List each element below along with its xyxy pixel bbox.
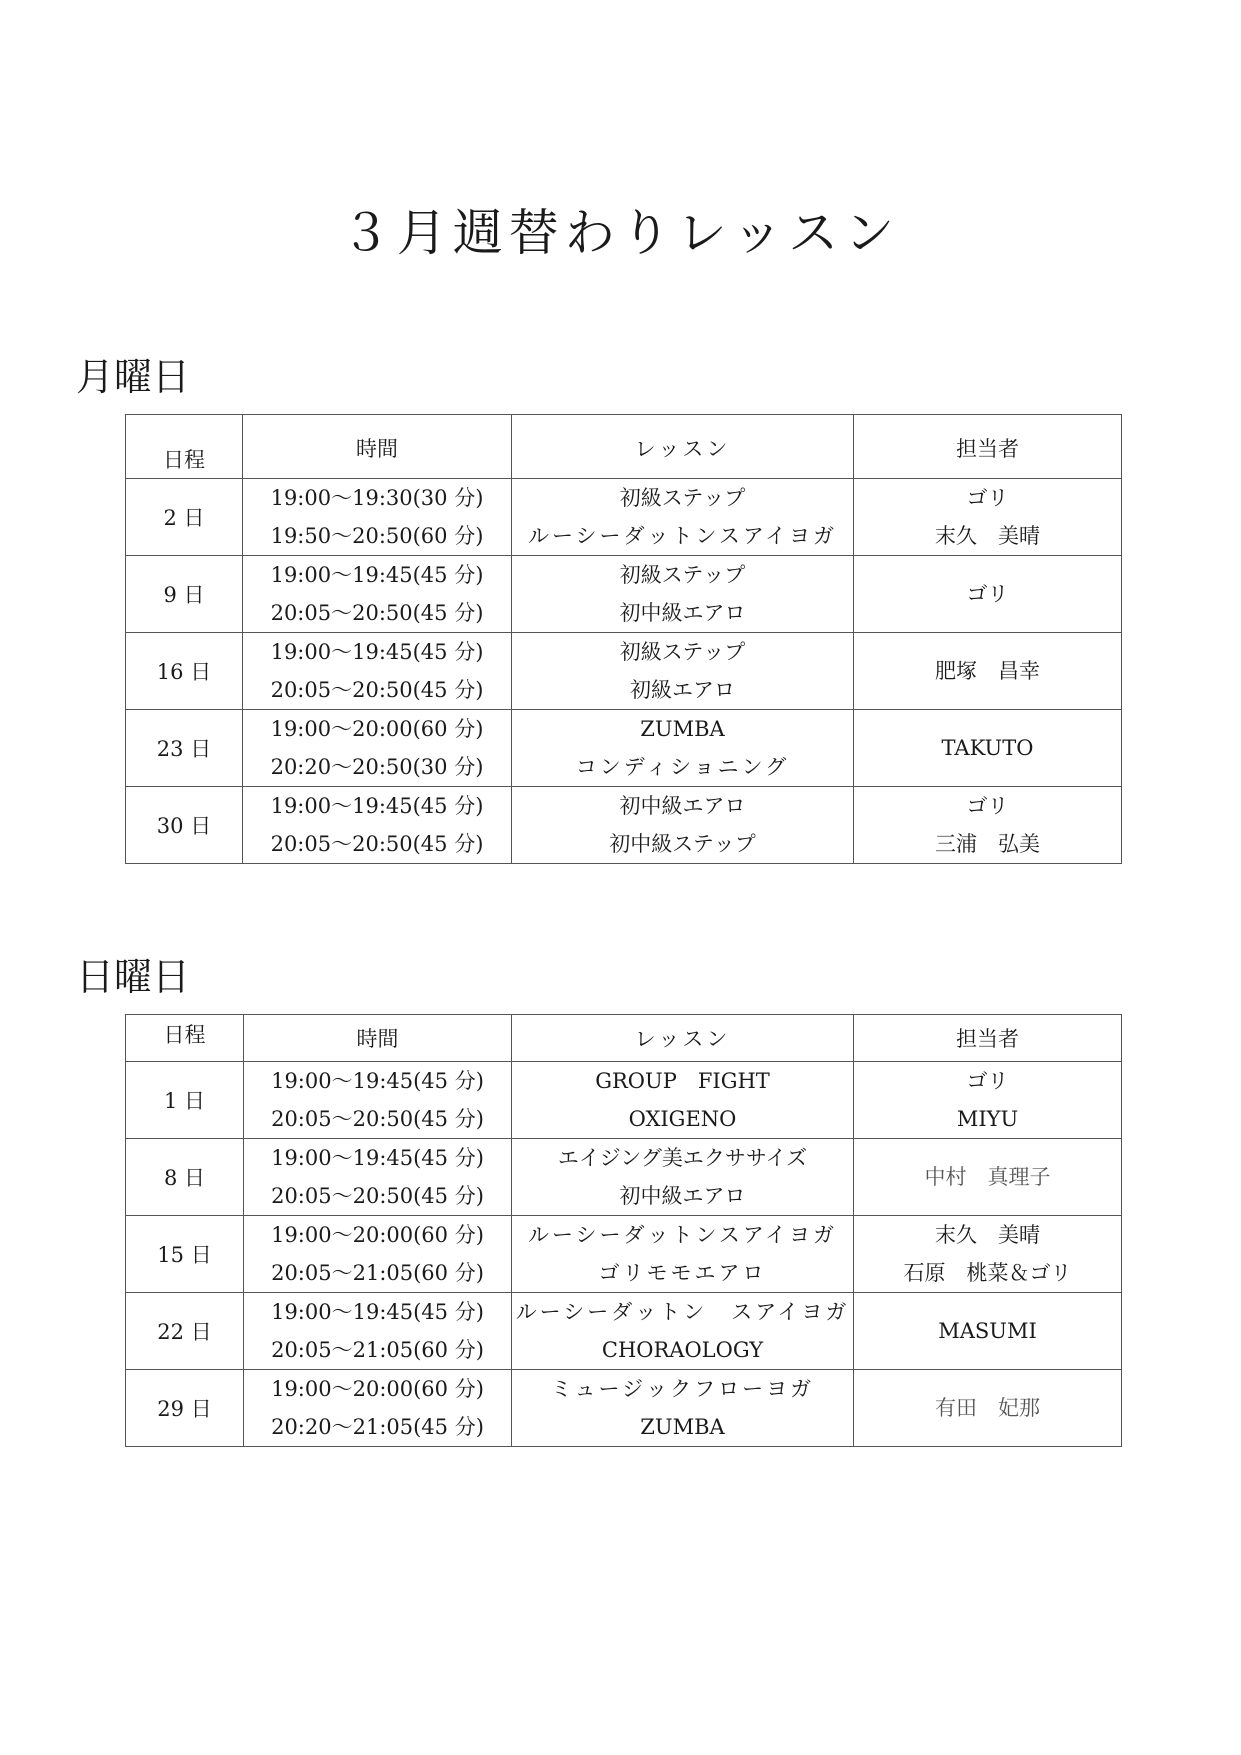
time-line: 20:05～20:50(45 分) (270, 832, 484, 856)
lesson-line: CHORAOLOGY (601, 1338, 764, 1362)
date-cell: 29 日 (126, 1370, 244, 1447)
instructor-line: 末久 美晴 (935, 1223, 1040, 1247)
table-row (126, 1062, 1122, 1139)
lesson-line: ZUMBA (640, 1415, 725, 1439)
date-cell: 23 日 (126, 710, 243, 787)
sunday-heading: 日曜日 (76, 955, 191, 999)
time-line: 20:20～20:50(30 分) (270, 755, 484, 779)
lesson-line: 初級ステップ (619, 640, 746, 664)
header-time: 時間 (243, 415, 512, 479)
lesson-line: ルーシーダットンスアイヨガ (527, 524, 838, 548)
lesson-line: エイジング美エクササイズ (557, 1146, 808, 1170)
lesson-cell (512, 1139, 854, 1216)
time-line: 20:05～20:50(45 分) (270, 678, 484, 702)
date-cell: 16 日 (126, 633, 243, 710)
instructor-line: 肥塚 昌幸 (935, 659, 1040, 683)
table-row (126, 1216, 1122, 1293)
instructor-cell (854, 1062, 1122, 1139)
time-line: 19:00～19:45(45 分) (270, 563, 484, 587)
lesson-line: GROUP FIGHT (595, 1069, 770, 1093)
time-cell (243, 787, 512, 864)
instructor-cell (854, 633, 1122, 710)
page-title: ３月週替わりレッスン (340, 204, 901, 262)
date-cell: 9 日 (126, 556, 243, 633)
time-line: 19:00～19:45(45 分) (271, 1300, 484, 1324)
instructor-line: 中村 真理子 (924, 1165, 1051, 1189)
lesson-line: 初中級エアロ (619, 1184, 746, 1208)
monday-table (125, 414, 1122, 864)
date-cell: 2 日 (126, 479, 243, 556)
time-line: 19:00～19:45(45 分) (271, 1146, 484, 1170)
header-date: 日程 (126, 1015, 244, 1062)
time-line: 19:00～19:45(45 分) (271, 1069, 484, 1093)
time-line: 20:05～20:50(45 分) (271, 1184, 484, 1208)
header-time: 時間 (244, 1015, 512, 1062)
time-cell (243, 710, 512, 787)
table-row (126, 1293, 1122, 1370)
lesson-line: 初中級エアロ (619, 601, 746, 625)
monday-header-row (126, 415, 1122, 479)
table-row (126, 787, 1122, 864)
time-line: 20:05～20:50(45 分) (271, 1107, 484, 1131)
sunday-header-row (126, 1015, 1122, 1062)
time-line: 19:00～19:45(45 分) (270, 794, 484, 818)
lesson-line: 初中級ステップ (609, 832, 756, 856)
time-line: 20:20～21:05(45 分) (271, 1415, 484, 1439)
date-cell: 30 日 (126, 787, 243, 864)
instructor-cell (854, 710, 1122, 787)
instructor-line: 石原 桃菜＆ゴリ (903, 1261, 1072, 1285)
instructor-line: 三浦 弘美 (935, 832, 1040, 856)
lesson-line: ゴリモモエアロ (598, 1261, 767, 1285)
instructor-line: 有田 妃那 (935, 1396, 1040, 1420)
header-lesson: レッスン (512, 415, 854, 479)
monday-heading: 月曜日 (76, 355, 191, 399)
instructor-line: ゴリ (966, 794, 1009, 818)
time-line: 19:00～19:30(30 分) (270, 486, 484, 510)
lesson-line: OXIGENO (628, 1107, 737, 1131)
lesson-cell (512, 787, 854, 864)
header-date: 日程 (126, 415, 243, 479)
lesson-line: コンディショニング (575, 755, 790, 779)
lesson-line: 初中級エアロ (619, 794, 746, 818)
instructor-line: MASUMI (938, 1319, 1037, 1343)
time-cell (243, 556, 512, 633)
lesson-line: ルーシーダットンスアイヨガ (527, 1223, 838, 1247)
header-lesson: レッスン (512, 1015, 854, 1062)
lesson-cell (512, 1062, 854, 1139)
table-row (126, 1139, 1122, 1216)
instructor-line: MIYU (956, 1107, 1019, 1131)
lesson-line: 初級ステップ (619, 563, 746, 587)
instructor-cell (854, 787, 1122, 864)
instructor-cell (854, 479, 1122, 556)
time-line: 19:00～19:45(45 分) (270, 640, 484, 664)
lesson-cell (512, 633, 854, 710)
date-cell: 22 日 (126, 1293, 244, 1370)
lesson-cell (512, 1293, 854, 1370)
instructor-line: ゴリ (966, 1069, 1009, 1093)
time-cell (244, 1062, 512, 1139)
header-instructor: 担当者 (854, 415, 1122, 479)
lesson-line: ZUMBA (640, 717, 725, 741)
lesson-cell (512, 1216, 854, 1293)
time-cell (243, 479, 512, 556)
time-line: 19:50～20:50(60 分) (270, 524, 484, 548)
lesson-cell (512, 479, 854, 556)
table-row (126, 479, 1122, 556)
time-cell (244, 1216, 512, 1293)
instructor-line: ゴリ (966, 486, 1009, 510)
time-line: 19:00～20:00(60 分) (271, 1223, 484, 1247)
table-row (126, 710, 1122, 787)
lesson-cell (512, 1370, 854, 1447)
table-row (126, 1370, 1122, 1447)
instructor-cell (854, 1139, 1122, 1216)
time-line: 19:00～20:00(60 分) (270, 717, 484, 741)
instructor-line: 末久 美晴 (935, 524, 1040, 548)
instructor-line: TAKUTO (941, 736, 1034, 760)
date-cell: 15 日 (126, 1216, 244, 1293)
lesson-cell (512, 556, 854, 633)
lesson-line: ミュージックフローヨガ (550, 1377, 815, 1401)
time-cell (244, 1139, 512, 1216)
time-cell (244, 1370, 512, 1447)
date-cell: 1 日 (126, 1062, 244, 1139)
time-line: 20:05～21:05(60 分) (271, 1338, 484, 1362)
lesson-line: ルーシーダットン スアイヨガ (515, 1300, 850, 1324)
date-cell: 8 日 (126, 1139, 244, 1216)
instructor-cell (854, 1216, 1122, 1293)
time-line: 20:05～21:05(60 分) (271, 1261, 484, 1285)
time-cell (244, 1293, 512, 1370)
lesson-cell (512, 710, 854, 787)
instructor-line: ゴリ (966, 582, 1009, 606)
header-instructor: 担当者 (854, 1015, 1122, 1062)
instructor-cell (854, 1370, 1122, 1447)
time-cell (243, 633, 512, 710)
lesson-line: 初級ステップ (619, 486, 746, 510)
table-row (126, 633, 1122, 710)
table-row (126, 556, 1122, 633)
time-line: 19:00～20:00(60 分) (271, 1377, 484, 1401)
lesson-line: 初級エアロ (630, 678, 735, 702)
time-line: 20:05～20:50(45 分) (270, 601, 484, 625)
instructor-cell (854, 556, 1122, 633)
sunday-table (125, 1014, 1122, 1447)
instructor-cell (854, 1293, 1122, 1370)
